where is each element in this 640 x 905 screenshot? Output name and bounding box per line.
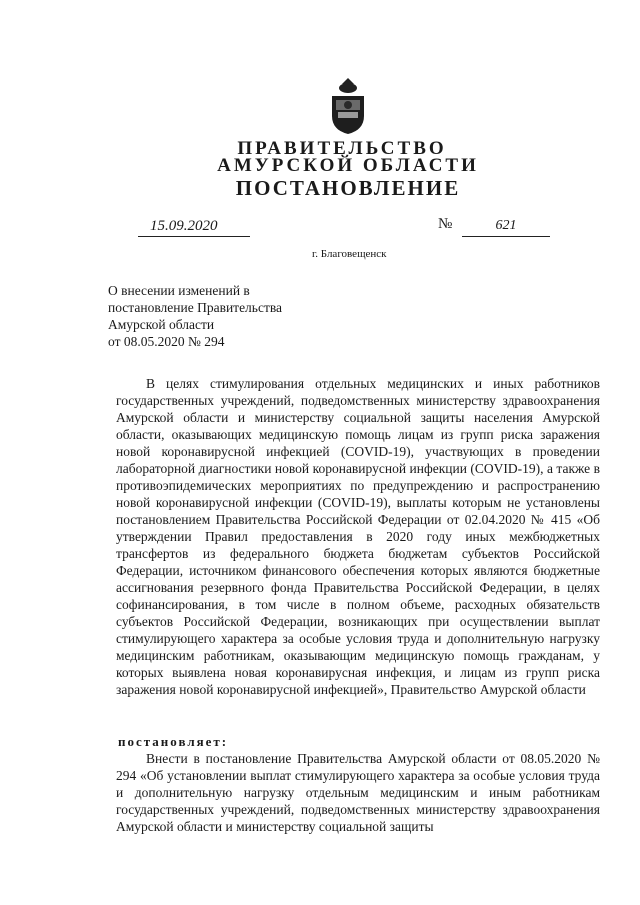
- document-type: ПОСТАНОВЛЕНИЕ: [235, 176, 461, 200]
- decree-block: [116, 750, 600, 835]
- decree-word: постановляет:: [118, 734, 229, 749]
- number-label: №: [438, 216, 453, 232]
- government-title: ПРАВИТЕЛЬСТВО: [237, 138, 447, 159]
- coat-of-arms-icon: [326, 76, 370, 136]
- subject-line: постановление Правительства: [108, 300, 283, 315]
- preamble-block: [116, 375, 600, 698]
- subject-line: от 08.05.2020 № 294: [108, 334, 225, 349]
- subject-line: О внесении изменений в: [108, 283, 250, 298]
- subject-block: [108, 282, 282, 350]
- decree-text: Внести в постановление Правительства Амурской области от 08.05.2020 № 294 «Об установлении выплат стимулирующего характера за особые условия труда и дополнительную нагрузку отдельным медицинским и иным работникам государственных учреждений, подведомственных министерству здравоохранения Амурской области и министерству социальной защиты: [116, 751, 600, 834]
- document-number: 621: [462, 218, 550, 237]
- subject-line: Амурской области: [108, 317, 215, 332]
- city: г. Благовещенск: [312, 248, 387, 260]
- preamble-text: В целях стимулирования отдельных медицинских и иных работников государственных учреждений, подведомственных министерству здравоохранения Амурской области и министерству социальной защиты населения Амурской области, оказывающих медицинскую помощь лицам из групп риска заражения новой коронавирусной инфекцией (COVID-19), участвующих в проведении лабораторной диагностики новой коронавирусной инфекции (COVID-19), а также в противоэпидемических мероприятиях по предупреждению и распространению новой коронавирусной инфекции (COVID-19), выплаты которым не установлены постановлением Правительства Российской Федерации от 02.04.2020 № 415 «Об утверждении Правил предоставления в 2020 году иных межбюджетных трансфертов из федерального бюджета бюджетам субъектов Российской Федерации, источником финансового обеспечения которых являются бюджетные ассигнования резервного фонда Правительства Российской Федерации, в целях софинансирования, в том числе в полном объеме, расходных обязательств субъектов Российской Федерации, возникающих при осуществлении выплат стимулирующего характера за особые условия труда и дополнительную нагрузку медицинским работникам, оказывающим медицинскую помощь гражданам, у которых выявлена новая коронавирусная инфекция, и лицам из групп риска заражения новой коронавирусной инфекцией», Правительство Амурской области: [116, 376, 600, 697]
- document-date: [138, 218, 250, 237]
- region-title: АМУРСКОЙ ОБЛАСТИ: [217, 155, 479, 176]
- date-value: 15.09.2020: [150, 218, 218, 234]
